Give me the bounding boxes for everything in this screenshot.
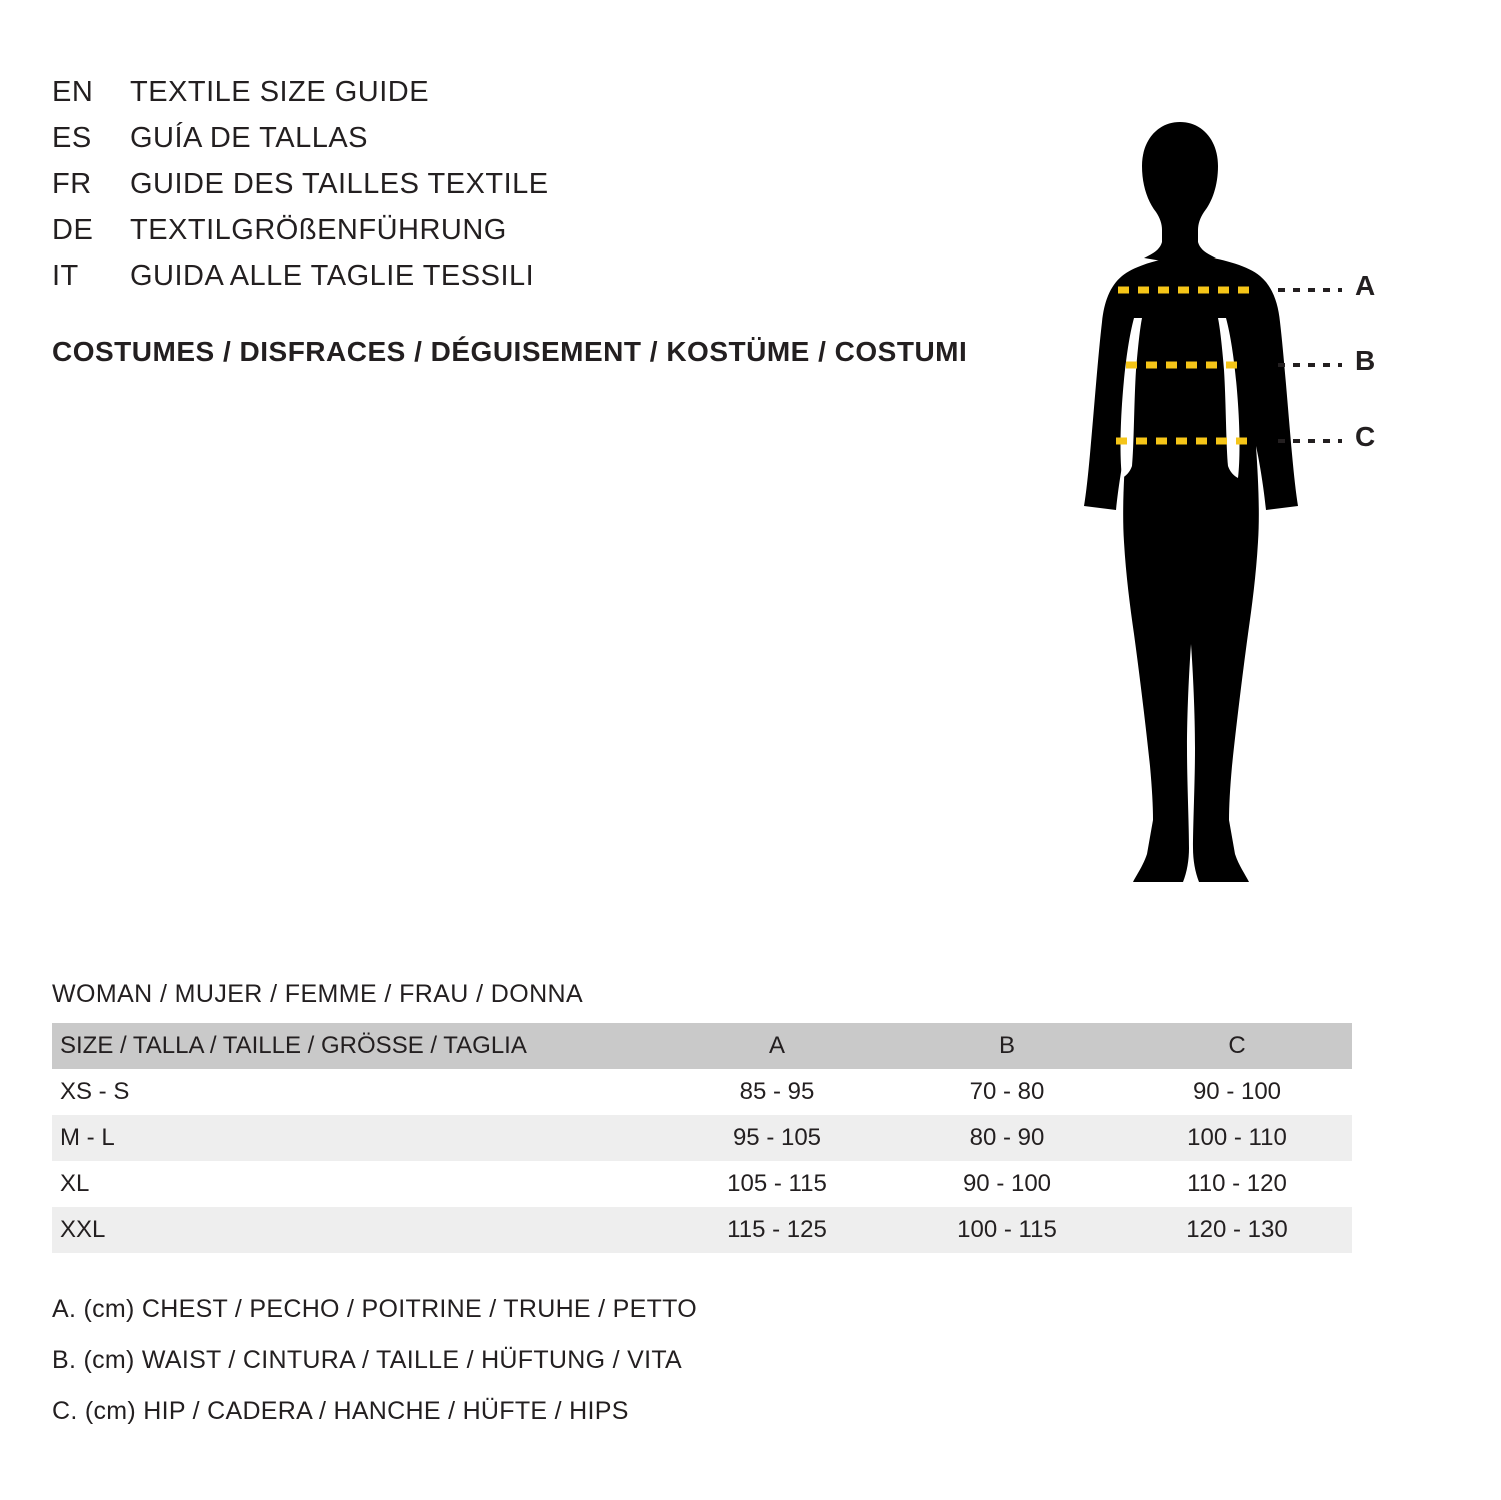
legend-line-b: B. (cm) WAIST / CINTURA / TAILLE / HÜFTUNG / VITA [52, 1346, 683, 1374]
language-code: ES [52, 122, 92, 154]
cell-a: 95 - 105 [732, 1124, 822, 1151]
size-table [52, 1023, 1352, 1253]
legend-line-c: C. (cm) HIP / CADERA / HANCHE / HÜFTE / HIPS [52, 1397, 629, 1425]
language-row [52, 76, 1012, 122]
cell-c: 110 - 120 [1187, 1170, 1287, 1197]
figure-illustration [1030, 60, 1450, 940]
language-row [52, 168, 1012, 214]
marker-label-a: A [1355, 270, 1376, 301]
woman-silhouette-icon [1030, 60, 1450, 940]
marker-label-b: B [1355, 345, 1376, 376]
language-code: FR [52, 168, 92, 200]
cell-c: 120 - 130 [1186, 1216, 1288, 1243]
cell-size: XL [60, 1170, 90, 1197]
table-header-row [52, 1023, 1352, 1069]
table-row [52, 1207, 1352, 1253]
cell-c: 100 - 110 [1187, 1124, 1287, 1151]
table-row [52, 1069, 1352, 1115]
language-title: GUIDA ALLE TAGLIE TESSILI [130, 260, 535, 292]
language-row [52, 214, 1012, 260]
column-header-c: C [1228, 1032, 1246, 1059]
size-table-section [52, 980, 1352, 1253]
cell-a: 85 - 95 [739, 1078, 815, 1105]
cell-b: 70 - 80 [969, 1078, 1045, 1105]
cell-c: 90 - 100 [1192, 1078, 1282, 1105]
language-row [52, 260, 1012, 306]
language-title: GUÍA DE TALLAS [130, 122, 369, 154]
language-code: IT [52, 260, 79, 292]
cell-b: 100 - 115 [957, 1216, 1057, 1243]
language-row [52, 122, 1012, 168]
legend-line-a: A. (cm) CHEST / PECHO / POITRINE / TRUHE / PETTO [52, 1295, 698, 1323]
language-title: TEXTILGRÖßENFÜHRUNG [130, 214, 507, 246]
marker-label-c: C [1355, 421, 1376, 452]
costumes-subtitle: COSTUMES / DISFRACES / DÉGUISEMENT / KOSTÜME / COSTUMI [52, 336, 968, 367]
language-header-block [52, 76, 1012, 306]
language-title: GUIDE DES TAILLES TEXTILE [130, 168, 549, 200]
column-header-a: A [768, 1032, 785, 1059]
cell-b: 90 - 100 [962, 1170, 1052, 1197]
table-caption: WOMAN / MUJER / FEMME / FRAU / DONNA [52, 980, 584, 1008]
column-header-size: SIZE / TALLA / TAILLE / GRÖSSE / TAGLIA [60, 1032, 527, 1059]
language-code: EN [52, 76, 94, 108]
cell-size: M - L [60, 1124, 115, 1151]
language-code: DE [52, 214, 94, 246]
column-header-b: B [998, 1032, 1015, 1059]
table-row [52, 1115, 1352, 1161]
cell-size: XS - S [60, 1078, 130, 1105]
cell-a: 115 - 125 [727, 1216, 827, 1243]
cell-size: XXL [60, 1216, 106, 1243]
cell-a: 105 - 115 [727, 1170, 827, 1197]
table-row [52, 1161, 1352, 1207]
language-title: TEXTILE SIZE GUIDE [130, 76, 430, 108]
measurement-legend [52, 1295, 697, 1448]
cell-b: 80 - 90 [969, 1124, 1045, 1151]
